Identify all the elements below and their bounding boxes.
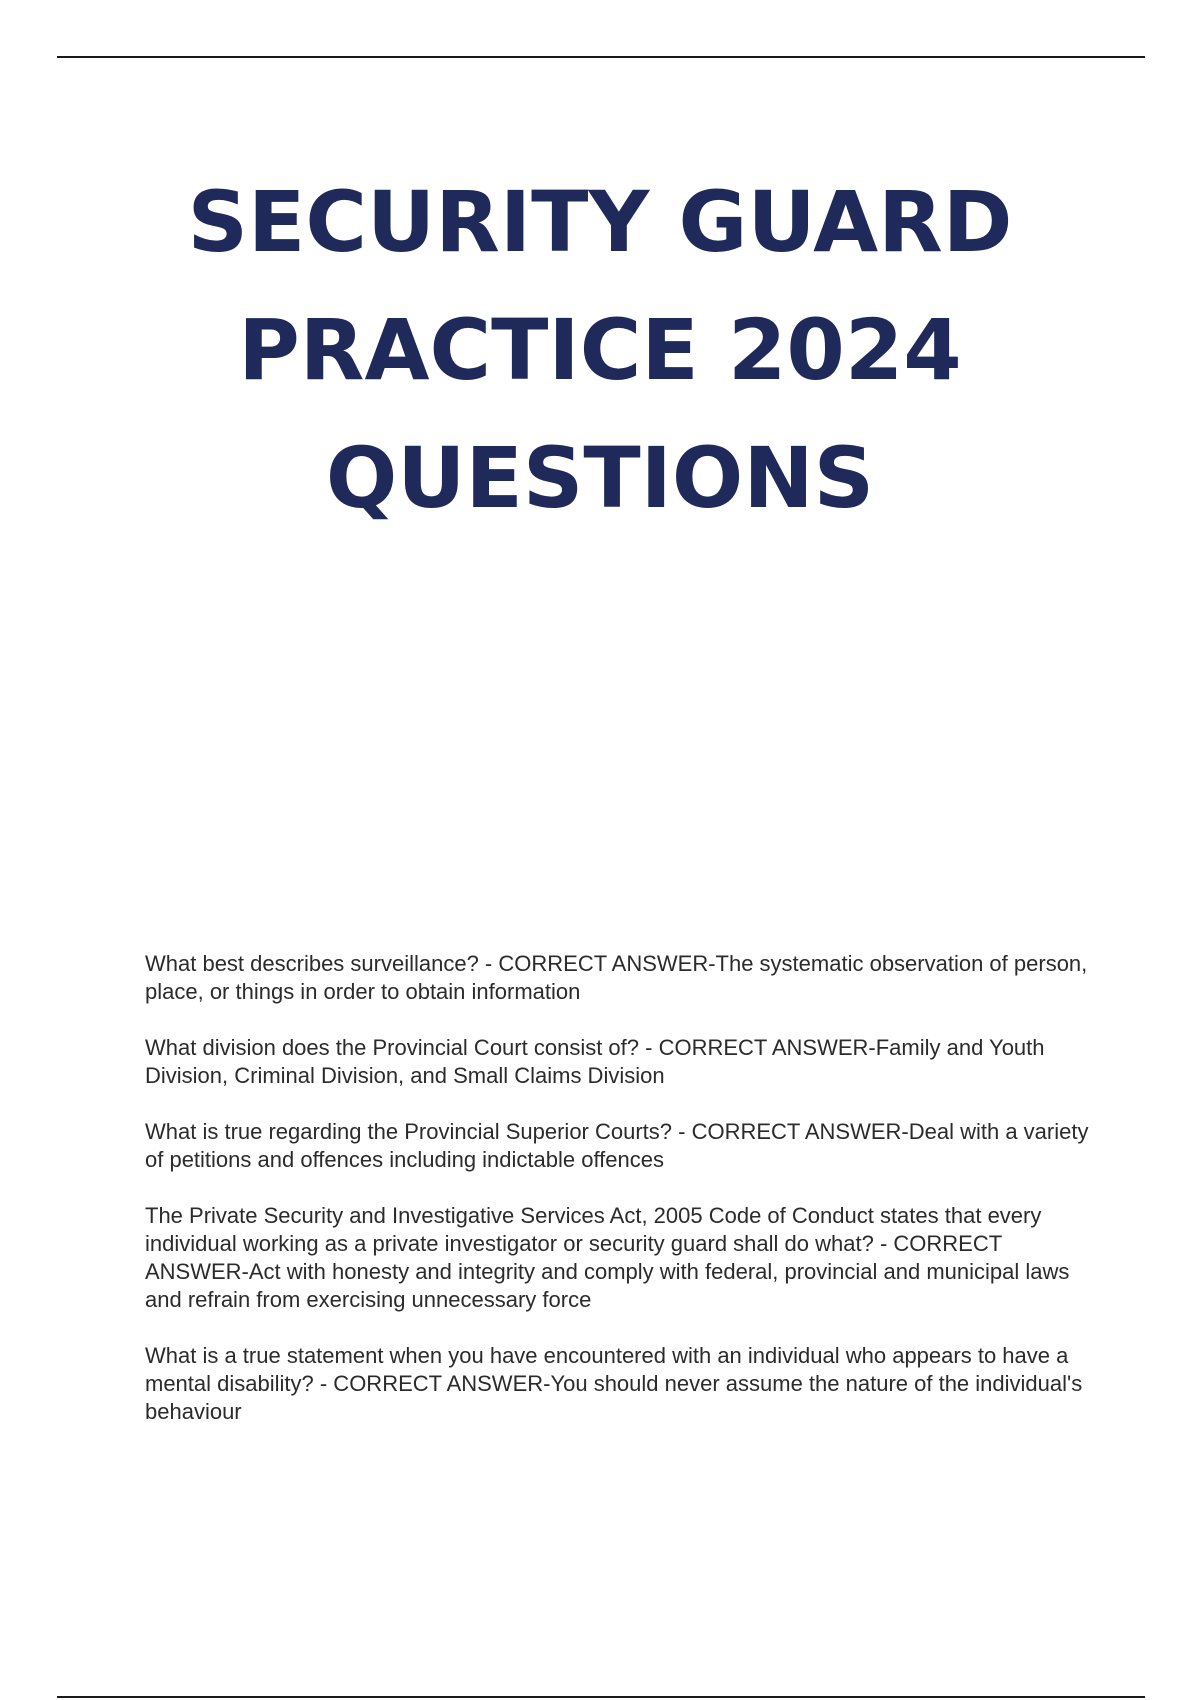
title-line-2: PRACTICE 2024 — [238, 301, 962, 399]
question-answer-list — [145, 950, 1095, 1454]
title-line-1: SECURITY GUARD — [187, 173, 1013, 271]
document-title — [0, 158, 1200, 542]
qa-item: What is a true statement when you have encountered with an individual who appears to have a mental disability? - CORRECT ANSWER-You should never assume the nature of the individual's behaviour — [145, 1343, 1083, 1424]
title-line-3: QUESTIONS — [325, 429, 875, 527]
qa-item: What division does the Provincial Court consist of? - CORRECT ANSWER-Family and Youth Division, Criminal Division, and Small Claims Division — [145, 1035, 1045, 1088]
qa-item: What is true regarding the Provincial Superior Courts? - CORRECT ANSWER-Deal with a variety of petitions and offences including indictable offences — [145, 1119, 1089, 1172]
qa-item: The Private Security and Investigative Services Act, 2005 Code of Conduct states that every individual working as a private investigator or security guard shall do what? - CORRECT ANSWER-Act with honesty and integrity and comply with federal, provincial and municipal laws and refrain from exercising unnecessary force — [145, 1203, 1070, 1312]
qa-item: What best describes surveillance? - CORRECT ANSWER-The systematic observation of person, place, or things in order to obtain information — [145, 951, 1088, 1004]
footer-rule — [57, 1696, 1145, 1698]
header-rule — [57, 56, 1145, 58]
